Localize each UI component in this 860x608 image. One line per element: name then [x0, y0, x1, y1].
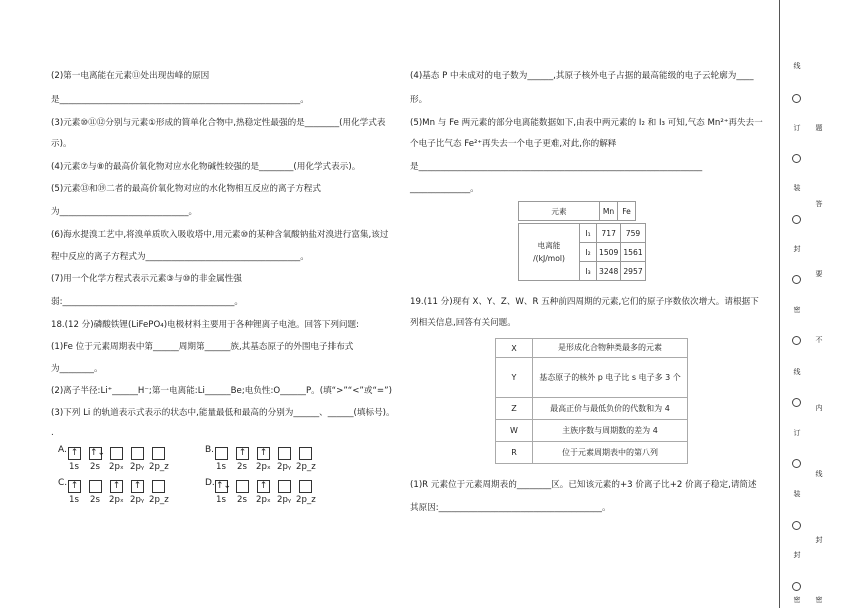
table-header: 元素	[519, 202, 600, 221]
q18-2-line: (2)离子半径:Li⁺______H⁻;第一电离能:Li______Be;电负性:O______P。(填“>”“<”或“=”)	[51, 386, 392, 396]
orbital-sub: 2s	[237, 462, 247, 472]
orbital-sub: 1s	[69, 495, 79, 505]
orbital-sub: 2p_z	[149, 495, 169, 505]
margin-char: 装	[793, 490, 801, 497]
q4-line: (4)元素⑦与⑧的最高价氧化物对应水化物碱性较强的是________(用化学式表示)。	[51, 162, 361, 172]
margin-char: 要	[815, 270, 823, 277]
table-cell: 2957	[621, 262, 645, 281]
q17-5-line2: 个电子比气态 Fe²⁺再失去一个电子更难,对此,你的解释	[410, 139, 617, 149]
row-label: 电离能	[537, 241, 561, 250]
table-header: Fe	[618, 202, 636, 221]
q5-line2: 为______________________________。	[51, 207, 198, 217]
binding-hole	[792, 94, 801, 103]
table-cell: I₁	[580, 224, 597, 243]
q6-line1: (6)海水提溴工艺中,将溴单质吹入吸收塔中,用元素⑩的某种含氧酸钠盐对溴进行富集,该过	[51, 230, 389, 240]
q3-line2: 示)。	[51, 139, 72, 149]
margin-char: 密	[815, 596, 823, 603]
binding-hole	[792, 459, 801, 468]
binding-hole	[792, 275, 801, 284]
margin-char: 线	[793, 368, 801, 375]
table-cell: I₃	[580, 262, 597, 281]
q7-line2: 弱:________________________________________。	[51, 297, 243, 307]
margin-char: 封	[793, 245, 801, 252]
q17-5-line4: ______________。	[410, 184, 479, 194]
orbital-box	[236, 480, 249, 493]
binding-hole	[792, 521, 801, 530]
binding-hole	[792, 582, 801, 591]
orbital-box: ↑	[236, 447, 249, 460]
orbital-label: D.	[205, 478, 215, 488]
orbital-box	[152, 480, 165, 493]
stray-dot: .	[51, 428, 54, 438]
orbital-box	[89, 480, 102, 493]
q19-intro2: 列相关信息,回答有关问题。	[410, 318, 516, 328]
q5-line1: (5)元素⑬和⑲二者的最高价氧化物对应的水化物相互反应的离子方程式	[51, 184, 321, 194]
info-value: 最高正价与最低负价的代数和为 4	[533, 398, 688, 420]
orbital-sub: 2pₓ	[109, 462, 124, 472]
binding-hole	[792, 215, 801, 224]
info-key: Y	[496, 358, 533, 398]
margin-char: 不	[815, 336, 823, 343]
binding-hole	[792, 154, 801, 163]
orbital-box: ↑	[257, 447, 270, 460]
orbital-sub: 2p_z	[296, 495, 316, 505]
q19-intro1: 19.(11 分)现有 X、Y、Z、W、R 五种前四周期的元素,它们的原子序数依次增大。请根据下	[410, 297, 759, 307]
table-cell: 759	[621, 224, 645, 243]
orbital-sub: 2p_z	[296, 462, 316, 472]
q19-1-line1: (1)R 元素位于元素周期表的________区。已知该元素的+3 价离子比+2 价离子稳定,请简述	[410, 480, 757, 490]
orbital-box	[278, 447, 291, 460]
orbital-sub: 2pᵧ	[130, 495, 145, 505]
info-key: W	[496, 420, 533, 442]
q18-1-line2: 为________。	[51, 364, 103, 374]
orbital-box: ↑↓	[90, 448, 106, 458]
margin-char: 订	[793, 124, 801, 131]
orbital-box: ↑	[131, 480, 144, 493]
orbital-sub: 1s	[216, 495, 226, 505]
q19-1-line2: 其原因:______________________________________。	[410, 503, 611, 513]
table-cell: 717	[597, 224, 621, 243]
orbital-sub: 1s	[216, 462, 226, 472]
table-header: Mn	[600, 202, 618, 221]
info-key: X	[496, 339, 533, 358]
binding-hole	[792, 336, 801, 345]
orbital-sub: 2pᵧ	[277, 462, 292, 472]
q17-5-line3: 是__________________________________________________________________	[410, 162, 703, 172]
margin-char: 封	[815, 536, 823, 543]
margin-char: 答	[815, 200, 823, 207]
q6-line2: 程中反应的离子方程式为____________________________________。	[51, 252, 309, 262]
orbital-sub: 1s	[69, 462, 79, 472]
orbital-box	[110, 447, 123, 460]
table-cell: 3248	[597, 262, 621, 281]
margin-char: 内	[815, 404, 823, 411]
info-key: R	[496, 442, 533, 464]
orbital-sub: 2pₓ	[256, 495, 271, 505]
ionization-energy-table	[518, 201, 636, 221]
table-cell: I₂	[580, 243, 597, 262]
ionization-energy-body	[518, 223, 646, 281]
margin-char: 线	[815, 470, 823, 477]
q18-intro: 18.(12 分)磷酸铁锂(LiFePO₄)电极材料主要用于各种锂离子电池。回答下列问题:	[51, 320, 359, 330]
margin-char: 线	[793, 62, 801, 69]
orbital-label: A.	[58, 445, 67, 455]
table-cell: 1561	[621, 243, 645, 262]
q17-4-line1: (4)基态 P 中未成对的电子数为______,其原子核外电子占据的最高能级的电子云轮廓为____	[410, 71, 754, 81]
margin-char: 密	[793, 596, 801, 603]
binding-line	[779, 0, 780, 608]
margin-char: 题	[815, 124, 823, 131]
margin-char: 装	[793, 184, 801, 191]
element-info-table	[495, 338, 688, 464]
q2-line2: 是________________________________________________________。	[51, 95, 309, 105]
orbital-box: ↑	[68, 480, 81, 493]
q3-line1: (3)元素⑩⑪⑫分别与元素①形成的简单化合物中,热稳定性最强的是________(用化学式表	[51, 118, 386, 128]
orbital-box	[152, 447, 165, 460]
orbital-box: ↑	[257, 480, 270, 493]
margin-char: 密	[793, 306, 801, 313]
table-cell: 1509	[597, 243, 621, 262]
orbital-sub: 2pᵧ	[277, 495, 292, 505]
orbital-label: B.	[205, 445, 215, 455]
orbital-sub: 2s	[237, 495, 247, 505]
orbital-sub: 2s	[90, 462, 100, 472]
orbital-sub: 2pₓ	[256, 462, 271, 472]
binding-hole	[792, 398, 801, 407]
orbital-box	[215, 447, 228, 460]
orbital-box	[299, 480, 312, 493]
q17-5-line1: (5)Mn 与 Fe 两元素的部分电离能数据如下,由表中两元素的 I₂ 和 I₃ 可知,气态 Mn²⁺再失去一	[410, 118, 763, 128]
orbital-sub: 2p_z	[149, 462, 169, 472]
q18-3-line: (3)下列 Li 的轨道表示式表示的状态中,能量最低和最高的分别为______、______(填标号)。	[51, 408, 395, 418]
info-value: 主族序数与周期数的差为 4	[533, 420, 688, 442]
row-label-cell	[519, 224, 580, 281]
q18-1-line1: (1)Fe 位于元素周期表中第______周期第______族,其基态原子的外围电子排布式	[51, 342, 354, 352]
orbital-sub: 2pᵧ	[130, 462, 145, 472]
info-value: 是形成化合物种类最多的元素	[533, 339, 688, 358]
orbital-box: ↑	[68, 447, 81, 460]
q17-4-line2: 形。	[410, 95, 428, 105]
orbital-sub: 2pₓ	[109, 495, 124, 505]
orbital-label: C.	[58, 478, 68, 488]
margin-char: 封	[793, 551, 801, 558]
orbital-box	[278, 480, 291, 493]
row-unit: /(kJ/mol)	[533, 254, 565, 263]
info-value: 基态原子的核外 p 电子比 s 电子多 3 个	[533, 358, 688, 398]
orbital-box	[131, 447, 144, 460]
orbital-sub: 2s	[90, 495, 100, 505]
info-key: Z	[496, 398, 533, 420]
orbital-box	[299, 447, 312, 460]
q2-line1: (2)第一电离能在元素⑪处出现齿峰的原因	[51, 71, 210, 81]
q7-line1: (7)用一个化学方程式表示元素③与⑩的非金属性强	[51, 274, 242, 284]
orbital-box: ↑	[110, 480, 123, 493]
orbital-box: ↑↓	[216, 481, 232, 491]
margin-char: 订	[793, 429, 801, 436]
info-value: 位于元素周期表中的第八列	[533, 442, 688, 464]
